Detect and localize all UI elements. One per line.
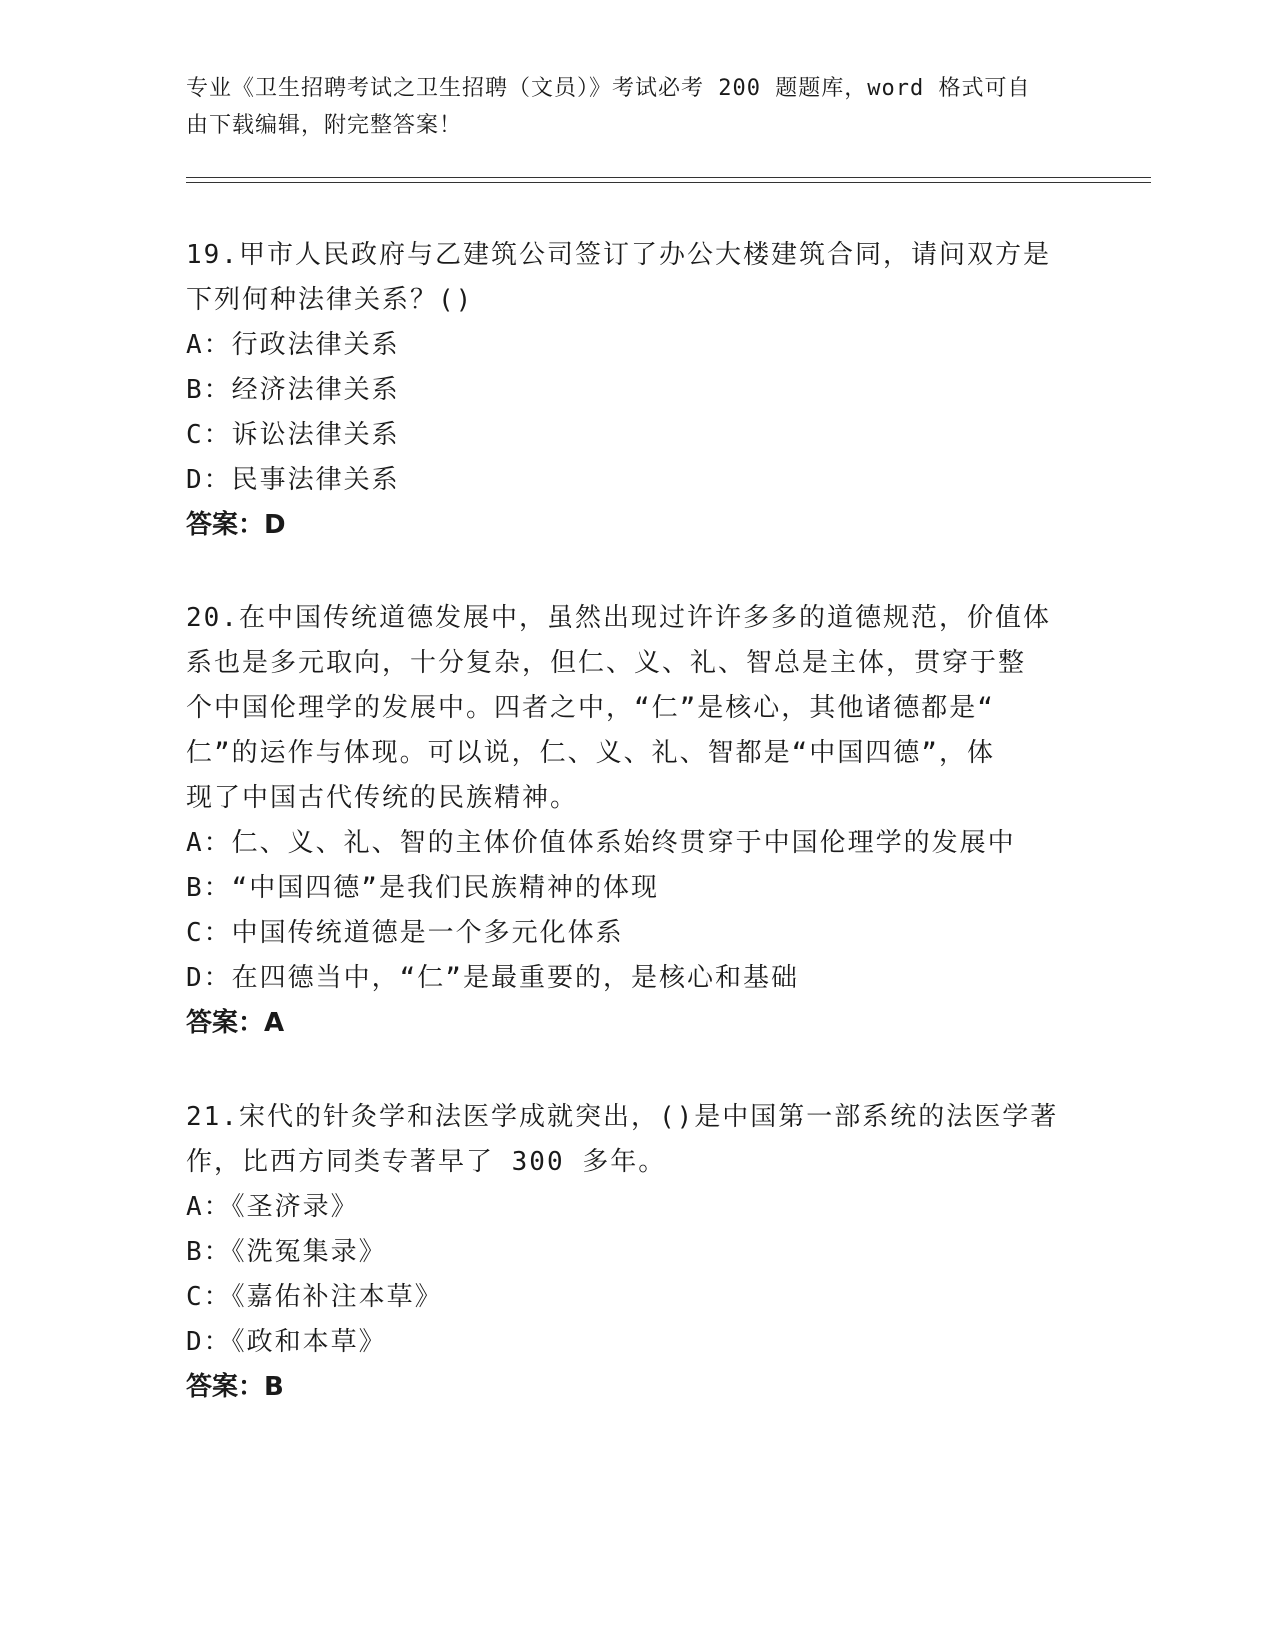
option-b: B：“中国四德”是我们民族精神的体现 — [186, 873, 659, 903]
question-stem-line: 现了中国古代传统的民族精神。 — [186, 783, 579, 813]
option-a: A：《圣济录》 — [186, 1192, 359, 1222]
answer-label: 答案：D — [186, 510, 286, 540]
option-c: C：诉讼法律关系 — [186, 420, 400, 450]
question-19 — [186, 233, 1066, 548]
header-line-2: 由下载编辑，附完整答案！ — [186, 113, 463, 138]
answer-label: 答案：B — [186, 1372, 284, 1402]
question-stem-line: 个中国伦理学的发展中。四者之中，“仁”是核心，其他诸德都是“ — [186, 693, 995, 723]
option-b: B：经济法律关系 — [186, 375, 400, 405]
question-stem-line: 下列何种法律关系？() — [186, 285, 474, 315]
question-20 — [186, 596, 1066, 1046]
option-c: C：《嘉佑补注本草》 — [186, 1282, 443, 1312]
question-stem-line: 21.宋代的针灸学和法医学成就突出，()是中国第一部系统的法医学著 — [186, 1102, 1059, 1132]
question-21 — [186, 1095, 1066, 1410]
question-stem-line: 作，比西方同类专著早了 300 多年。 — [186, 1147, 667, 1177]
answer-label: 答案：A — [186, 1008, 285, 1038]
option-d: D：民事法律关系 — [186, 465, 400, 495]
option-a: A：行政法律关系 — [186, 330, 400, 360]
document-header-note — [186, 70, 1066, 144]
option-d: D：《政和本草》 — [186, 1327, 387, 1357]
question-stem-line: 20.在中国传统道德发展中，虽然出现过许许多多的道德规范，价值体 — [186, 603, 1051, 633]
question-stem-line: 系也是多元取向，十分复杂，但仁、义、礼、智总是主体，贯穿于整 — [186, 648, 1027, 678]
option-a: A：仁、义、礼、智的主体价值体系始终贯穿于中国伦理学的发展中 — [186, 828, 1016, 858]
option-d: D：在四德当中，“仁”是最重要的，是核心和基础 — [186, 963, 799, 993]
option-b: B：《洗冤集录》 — [186, 1237, 387, 1267]
option-c: C：中国传统道德是一个多元化体系 — [186, 918, 624, 948]
question-stem-line: 19.甲市人民政府与乙建筑公司签订了办公大楼建筑合同，请问双方是 — [186, 240, 1051, 270]
header-divider-top — [186, 177, 1151, 178]
header-divider-bottom — [186, 182, 1151, 183]
question-stem-line: 仁”的运作与体现。可以说，仁、义、礼、智都是“中国四德”，体 — [186, 738, 995, 768]
header-line-1: 专业《卫生招聘考试之卫生招聘（文员）》考试必考 200 题题库，word 格式可自 — [186, 76, 1031, 101]
